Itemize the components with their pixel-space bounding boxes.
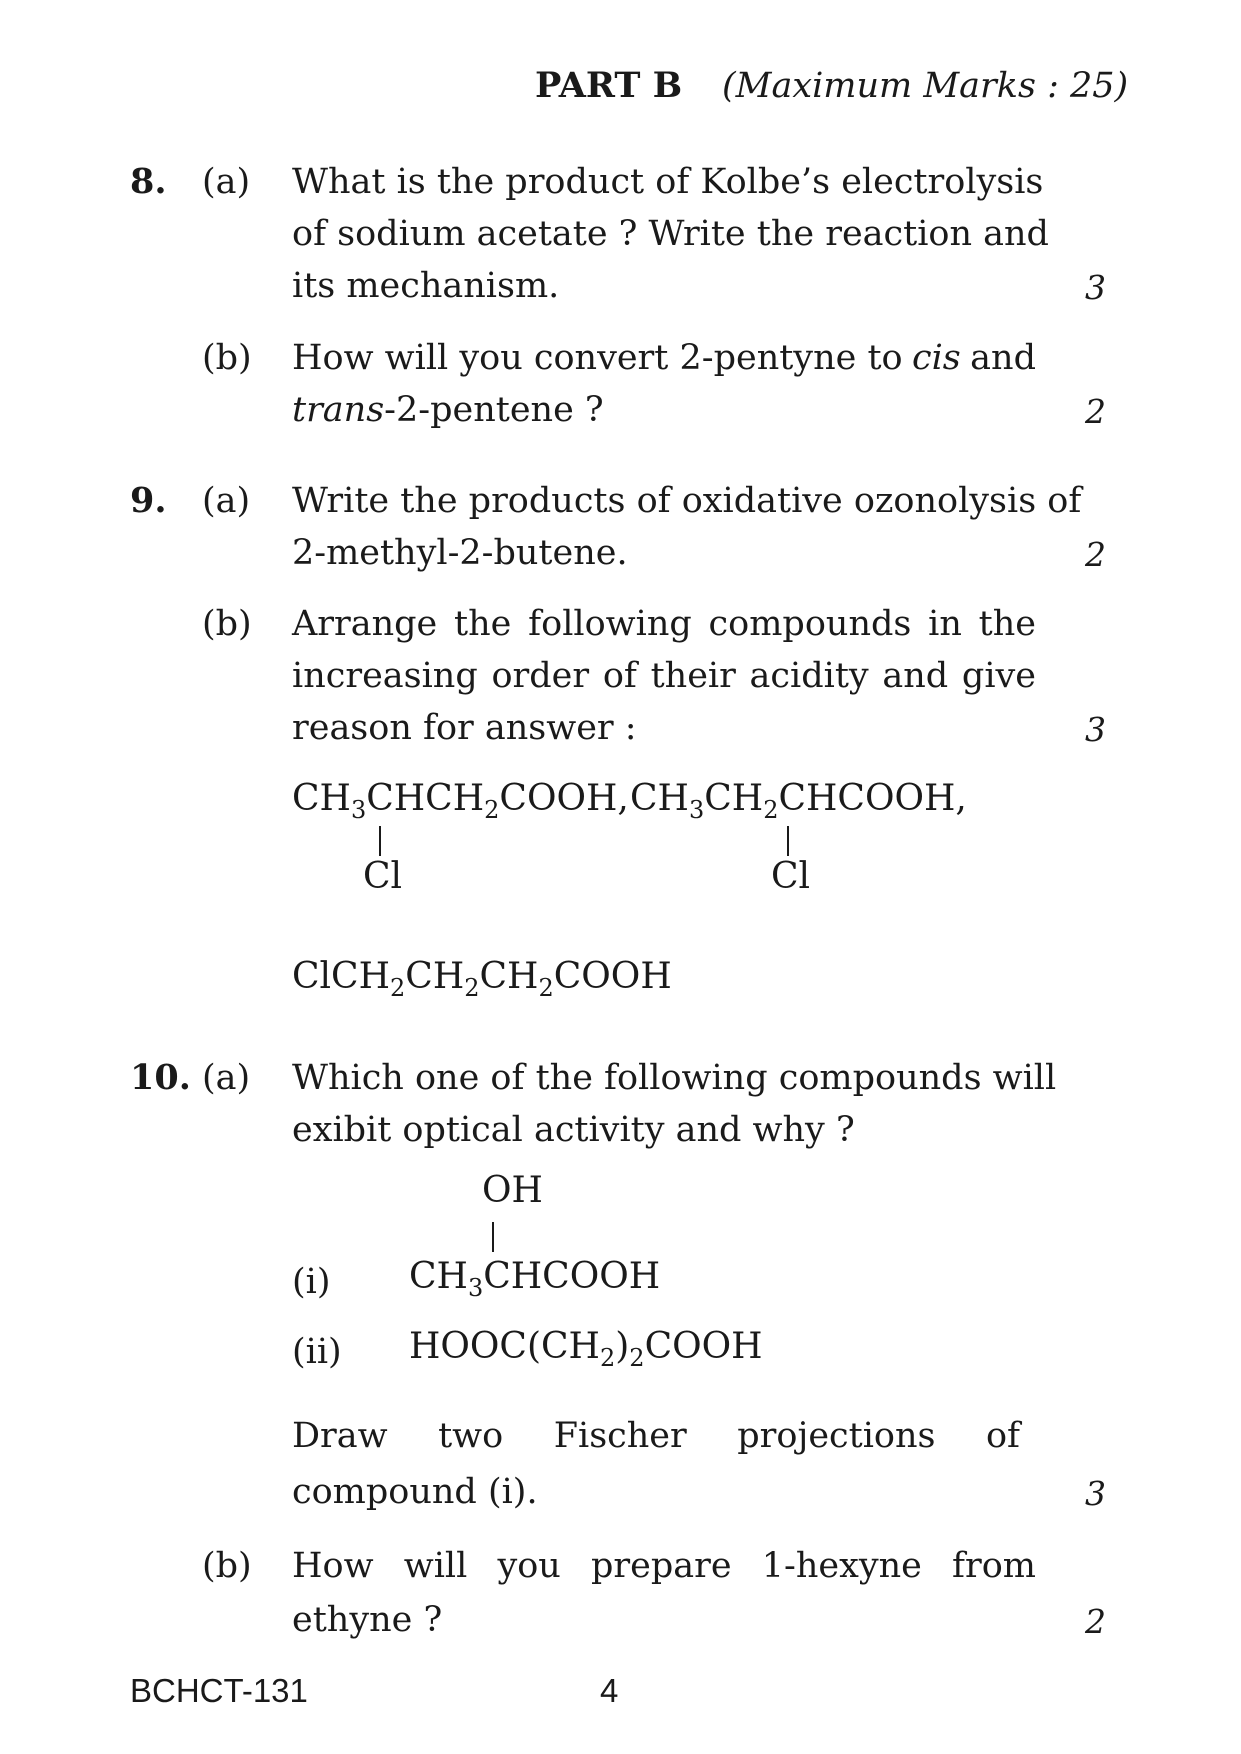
q10b-line2: ethyne ? xyxy=(292,1600,443,1640)
max-marks: (Maximum Marks : 25) xyxy=(722,66,1129,106)
compound-3-formula: $ClCH_2CH_2CH_2COOH$ xyxy=(292,956,672,1002)
q8a-line3: its mechanism. xyxy=(292,266,560,306)
compound-2-formula: $CH_3CH_2CHCOOH$, xyxy=(630,778,967,824)
q9b-label: (b) xyxy=(202,604,252,644)
compound-i-label: (i) xyxy=(292,1262,331,1302)
question-number-9: 9. xyxy=(130,480,167,521)
q8b-label: (b) xyxy=(202,338,252,378)
q8a-line1: What is the product of Kolbe’s electrolysis xyxy=(292,162,1044,202)
part-title: PART B xyxy=(535,65,683,106)
q10b-line1: How will you prepare 1-hexyne from xyxy=(292,1546,1036,1586)
q8b-line1: How will you convert 2-pentyne to cis and xyxy=(292,338,1036,378)
q8b-marks: 2 xyxy=(1085,392,1106,431)
compound-ii-formula: $HOOC(CH_2)_2COOH$ xyxy=(409,1326,763,1372)
compound-i-bond xyxy=(492,1222,494,1252)
q9a-label: (a) xyxy=(202,481,251,521)
q9a-line2: 2-methyl-2-butene. xyxy=(292,533,628,573)
compound-1-branch: Cl xyxy=(363,856,403,897)
q9a-marks: 2 xyxy=(1085,535,1106,574)
compound-ii-label: (ii) xyxy=(292,1332,342,1372)
q8a-line2: of sodium acetate ? Write the reaction and xyxy=(292,214,1049,254)
q10a-marks: 3 xyxy=(1085,1474,1106,1513)
compound-1-formula: $CH_3CHCH_2COOH$, xyxy=(292,778,629,824)
compound-2-branch: Cl xyxy=(771,856,811,897)
q9b-line1: Arrange the following compounds in the xyxy=(292,604,1036,644)
compound-2-bond xyxy=(787,826,789,856)
q10a-draw-line2: compound (i). xyxy=(292,1472,538,1512)
q9a-line1: Write the products of oxidative ozonolysis of xyxy=(292,481,1082,521)
q9b-line3: reason for answer : xyxy=(292,708,637,748)
q8a-label: (a) xyxy=(202,162,251,202)
page-number: 4 xyxy=(600,1672,619,1709)
q10a-line1: Which one of the following compounds will xyxy=(292,1058,1057,1098)
q10b-marks: 2 xyxy=(1085,1602,1106,1641)
paper-code: BCHCT-131 xyxy=(130,1672,308,1709)
q9b-line2: increasing order of their acidity and give xyxy=(292,656,1036,696)
q10b-label: (b) xyxy=(202,1546,252,1586)
compound-1-bond xyxy=(379,826,381,856)
question-number-10: 10. xyxy=(130,1057,191,1098)
question-number-8: 8. xyxy=(130,161,167,202)
q10a-draw-line1: Draw two Fischer projections of xyxy=(292,1416,1020,1456)
q9b-marks: 3 xyxy=(1085,710,1106,749)
q8b-line2: trans-2-pentene ? xyxy=(292,390,604,430)
compound-i-formula: $CH_3CHCOOH$ xyxy=(409,1256,661,1302)
q10a-line2: exibit optical activity and why ? xyxy=(292,1110,855,1150)
q10a-label: (a) xyxy=(202,1058,251,1098)
compound-i-branch: OH xyxy=(482,1170,543,1211)
q8a-marks: 3 xyxy=(1085,268,1106,307)
